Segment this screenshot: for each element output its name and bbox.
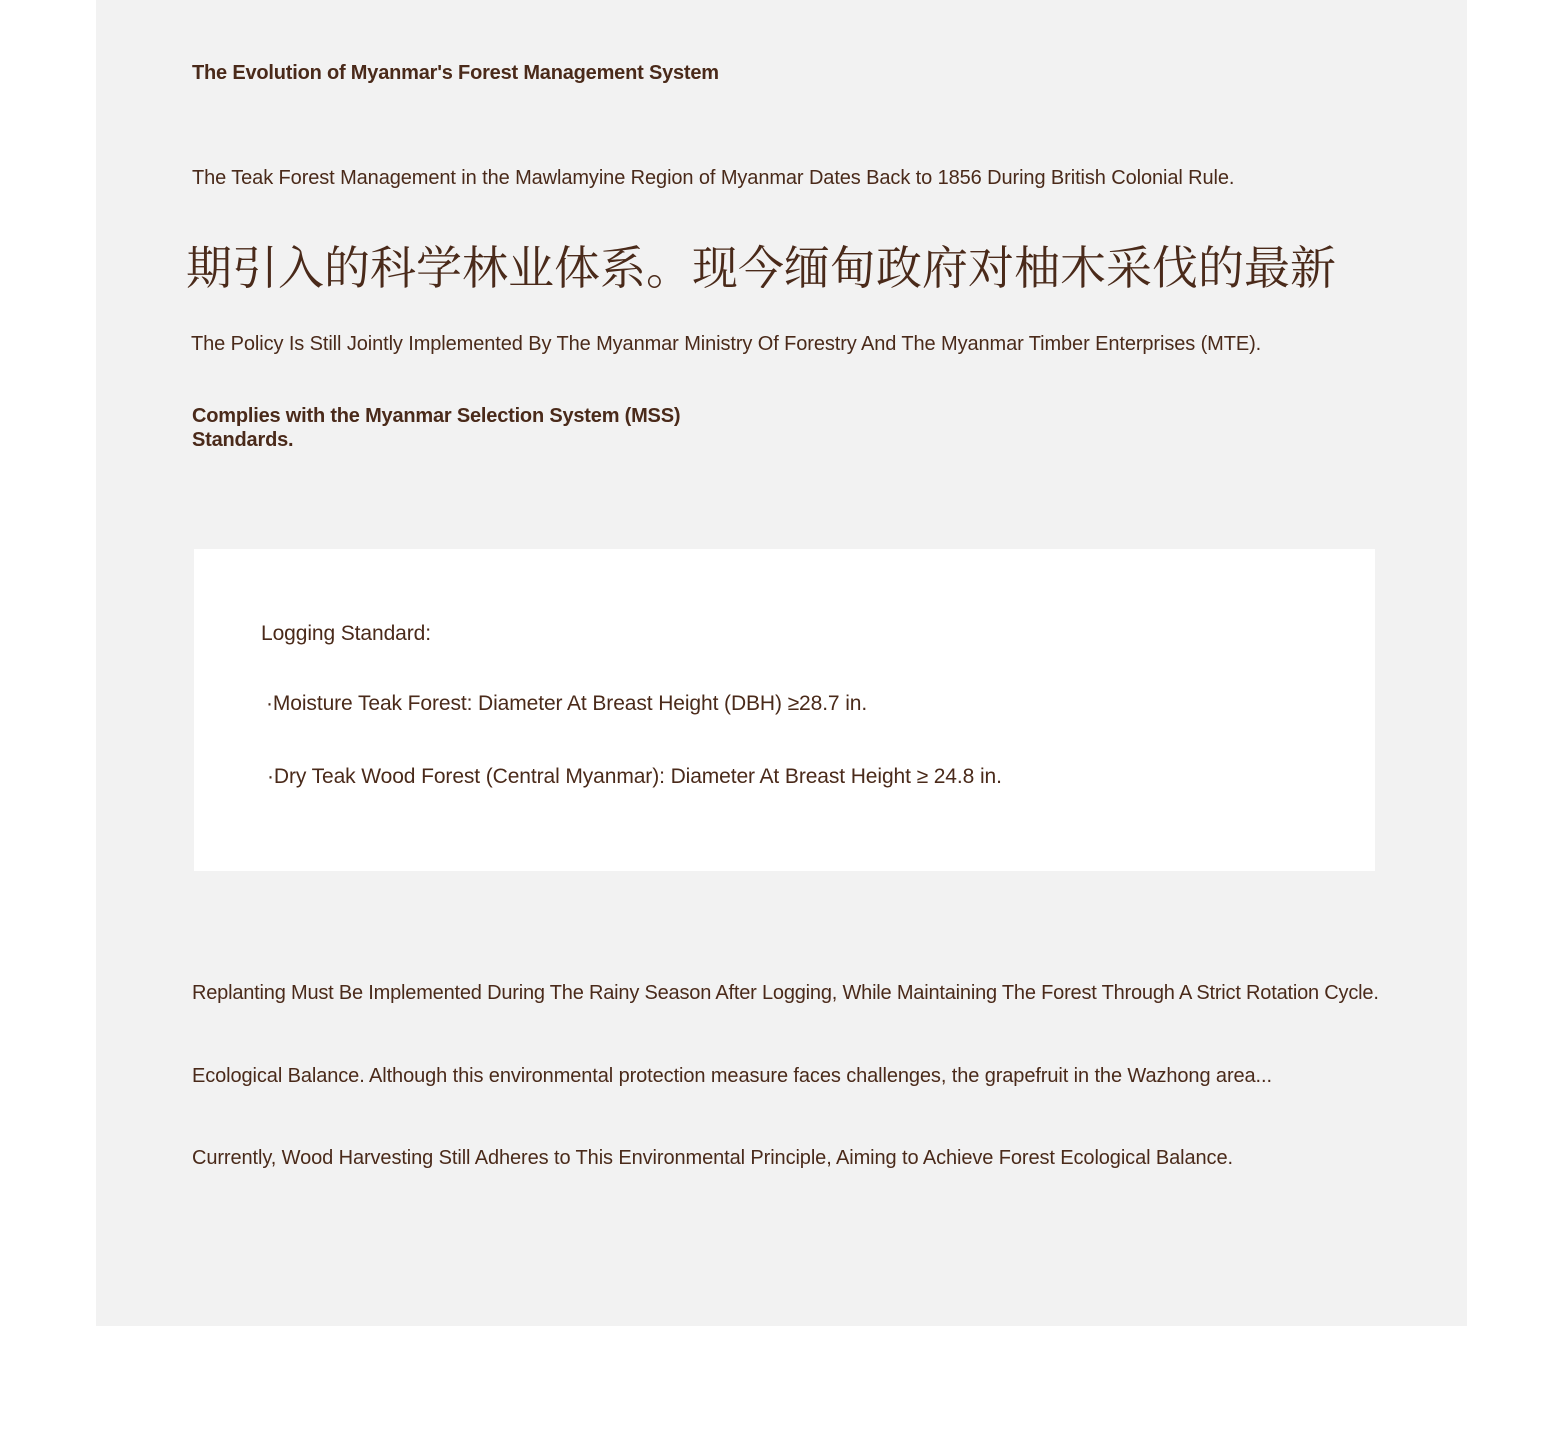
mss-compliance-text: Complies with the Myanmar Selection System (MSS) Standards. <box>192 405 681 451</box>
intro-paragraph: The Teak Forest Management in the Mawlamyine Region of Myanmar Dates Back to 1856 During British Colonial Rule. <box>192 167 1235 189</box>
current-harvesting-paragraph: Currently, Wood Harvesting Still Adheres to This Environmental Principle, Aiming to Achieve Forest Ecological Balance. <box>192 1147 1233 1169</box>
logging-standard-card <box>194 549 1375 871</box>
chinese-text-line: 期引入的科学林业体系。现今缅甸政府对柚木采伐的最新 <box>186 241 1336 295</box>
replanting-paragraph: Replanting Must Be Implemented During The Rainy Season After Logging, While Maintaining The Forest Through A Strict Rotation Cycle. <box>192 982 1379 1004</box>
logging-standard-title: Logging Standard: <box>261 622 431 645</box>
content-panel <box>96 0 1467 1326</box>
ecological-paragraph: Ecological Balance. Although this environmental protection measure faces challenges, the grapefruit in the Wazhong area... <box>192 1065 1272 1087</box>
dry-teak-standard: ·Dry Teak Wood Forest (Central Myanmar): Diameter At Breast Height ≥ 24.8 in. <box>267 765 1002 788</box>
policy-paragraph: The Policy Is Still Jointly Implemented By The Myanmar Ministry Of Forestry And The Myanmar Timber Enterprises (MTE). <box>191 333 1262 355</box>
moisture-teak-standard: ·Moisture Teak Forest: Diameter At Breast Height (DBH) ≥28.7 in. <box>266 692 868 715</box>
page-title: The Evolution of Myanmar's Forest Management System <box>192 62 719 84</box>
